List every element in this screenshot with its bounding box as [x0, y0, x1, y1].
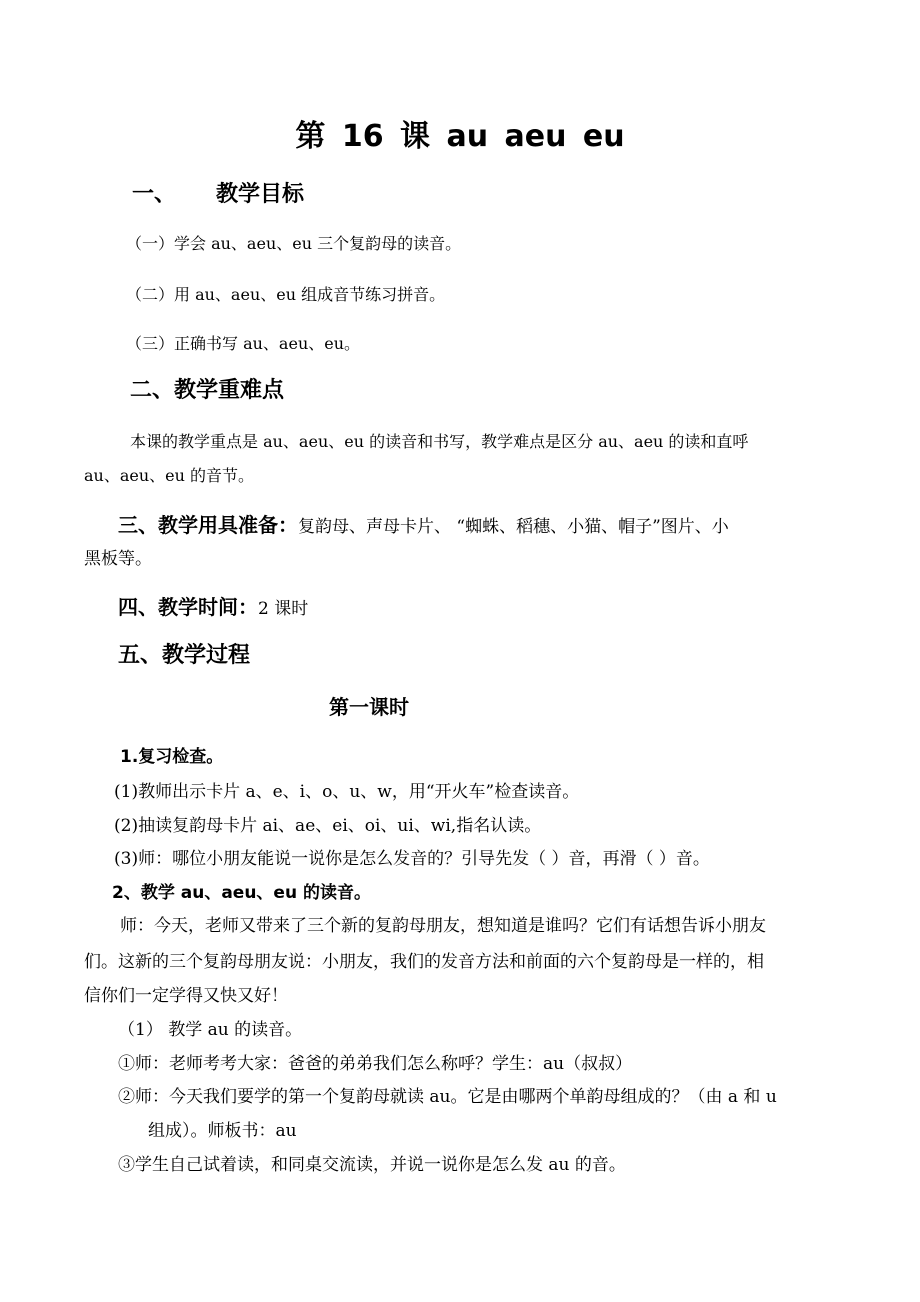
section2-para-line1: 本课的教学重点是 au、aeu、eu 的读音和书写，教学难点是区分 au、aeu 的读和直呼	[130, 432, 749, 451]
section4-title: 四、教学时间：	[118, 595, 258, 619]
step1-item-1: (1)教师出示卡片 a、e、i、o、u、w，用“开火车”检查读音。	[114, 782, 580, 802]
step2-para-line1: 师：今天，老师又带来了三个新的复韵母朋友，想知道是谁吗？它们有话想告诉小朋友	[120, 916, 766, 936]
section2-heading: 二、教学重难点	[130, 378, 285, 403]
section1-heading	[132, 184, 304, 206]
section2-para-line2: au、aeu、eu 的音节。	[84, 466, 255, 485]
section3-text-line1: 复韵母、声母卡片、 “蜘蛛、稻穗、小猫、帽子”图片、小	[298, 517, 729, 537]
step2-title: 2、教学 au、aeu、eu 的读音。	[112, 883, 371, 903]
step2-para-line3: 信你们一定学得又快又好！	[84, 986, 288, 1006]
section1-number: 一、	[132, 182, 177, 207]
lesson1-title: 第一课时	[329, 695, 409, 719]
step2-para-line2: 们。这新的三个复韵母朋友说：小朋友，我们的发音方法和前面的六个复韵母是一样的，相	[84, 952, 764, 972]
sub1-item-2-cont: 组成）。师板书：au	[148, 1121, 297, 1141]
section4-heading	[118, 597, 308, 618]
sub1-item-2: ②师：今天我们要学的第一个复韵母就读 au。它是由哪两个单韵母组成的？（由 a 和 u	[118, 1087, 777, 1107]
goal-item-1: （一）学会 au、aeu、eu 三个复韵母的读音。	[126, 234, 462, 253]
sub1-item-3: ③学生自己试着读，和同桌交流读，并说一说你是怎么发 au 的音。	[118, 1155, 626, 1175]
section5-heading: 五、教学过程	[118, 643, 251, 668]
sub1-title: （1） 教学 au 的读音。	[118, 1020, 303, 1040]
section3-text-line2: 黑板等。	[84, 549, 152, 569]
step1-item-2: (2)抽读复韵母卡片 ai、ae、ei、oi、ui、wi,指名认读。	[114, 816, 542, 836]
section3-title: 三、教学用具准备：	[118, 513, 298, 537]
goal-item-3: （三）正确书写 au、aeu、eu。	[126, 334, 361, 353]
goal-item-2: （二）用 au、aeu、eu 组成音节练习拼音。	[126, 285, 446, 304]
sub1-item-1: ①师：老师考考大家：爸爸的弟弟我们怎么称呼？学生：au（叔叔）	[118, 1054, 633, 1074]
section1-title: 教学目标	[216, 182, 305, 207]
section3-heading	[118, 515, 729, 536]
page-title: 第 16 课 au aeu eu	[295, 119, 625, 154]
section4-text: 2 课时	[258, 599, 309, 619]
step1-item-3: (3)师：哪位小朋友能说一说你是怎么发音的？引导先发（ ）音，再滑（ ）音。	[114, 849, 710, 869]
step1-title: 1.复习检查。	[120, 747, 224, 767]
